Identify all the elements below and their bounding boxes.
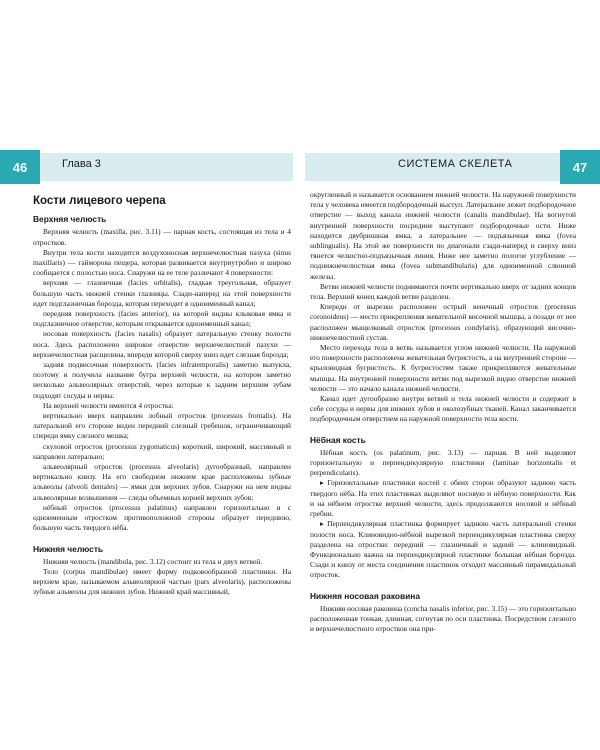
right-page-number: 47 bbox=[560, 150, 600, 184]
paragraph: Нижняя челюсть (mandibula, рис. 3.12) состоит из тела и двух ветвей. bbox=[43, 556, 263, 566]
paragraph: На верхней челюсти имеются 4 отростка: bbox=[43, 400, 174, 410]
paragraph: Ветви нижней челюсти поднимаются почти вертикально вверх от задних концов тела. Верхний конец каждой ветви разделен. bbox=[310, 281, 576, 302]
right-column bbox=[310, 190, 576, 634]
paragraph: Кпереди от вырезки расположен острый венечный отросток (processus coronoideus) — место прикрепления жевательной височной мышцы, а позади от нее расположен мыщелковый отросток (processus condylaris), образующий височно-нижнечелюстной сустав. bbox=[310, 302, 576, 342]
subheading-mandible: Нижняя челюсть bbox=[33, 543, 104, 554]
chapter-label: Глава 3 bbox=[62, 158, 101, 170]
paragraph: задняя подвисочная поверхность (facies infratemporalis) заметно выпукла, поэтому и получила название бугра верхней челюсти, на котором заметно несколько альвеолярных отверстий, через которые к задним верхним зубам подходят сосуды и нервы. bbox=[33, 360, 291, 400]
paragraph: Нижняя носовая раковина (concha nasalis inferior, рис. 3.15) — это горизонтально расположенная тонкая, длинная, согнутая по оси пластинка. Посредством слезного и верхнечелюстного отростков она при- bbox=[310, 603, 576, 634]
left-column bbox=[33, 190, 291, 598]
subheading-maxilla: Верхняя челюсть bbox=[33, 214, 107, 225]
subheading-inferior-concha: Нижняя носовая раковина bbox=[310, 590, 421, 601]
paragraph: альвеолярный отросток (processus alveolaris) дугообразный, направлен вертикально книзу. На его свободном нижнем крае расположены зубные альвеолы (alveoli dentales) — ямки для верхних зубов. Снаружи на нем видны альвеолярные возвышения — следы объемных корней верхних зубов; bbox=[33, 462, 291, 502]
paragraph: Внутри тела кости находится воздухоносная верхнечелюстная пазуха (sinus maxillaris) — гайморова пещера, которая развивается внутриутробно и широко сообщается с полостью носа. Снаружи на ее теле различают 4 поверхности: bbox=[33, 247, 291, 278]
paragraph: Тело (corpus mandibulae) имеет форму подковообразной пластинки. На верхнем крае, называемом альвеолярной частью (pars alveolaris), расположены зубные альвеолы для нижних зубов. Нижний край массивный, bbox=[33, 566, 291, 597]
paragraph: Место перехода тела в ветвь называется углом нижней челюсти. На наружной его поверхности расположена жевательная бугристость, а на внутренней стороне — крыловидная бугристость. К бугристостям также прикрепляются жевательные мышцы. На внутренней поверхности ветви под вырезкой видно отверстие нижней челюсти — это начало канала нижней челюсти. bbox=[310, 343, 576, 393]
paragraph: вертикально вверх направлен лобный отросток (processus frontalis). На латеральной его стороне виден передний слезный гребешок, ограничивающий спереди ямку слезного мешка; bbox=[33, 411, 291, 441]
paragraph: округленный и называется основанием нижней челюсти. На наружной поверхности тела у человека имеется подбородочный выступ. Латеральнее лежит подбородочное отверстие — выход канала нижней челюсти (canalis mandibulae). На вогнутой внутренней поверхности посредине выступают подбородочные ости. Ниже находится двубрюшная ямка, а латеральнее — подъязычная ямка (fovea sublingualis). На этой же поверхности по диагонали сзади-наперед и сверху вниз тянется челюстно-подъязычная линия. Ниже нее заметно пологое углубление — поднижнечелюстная ямка (fovea submandibularis) для одноименной слюнной железы. bbox=[310, 190, 576, 281]
subheading-palatine: Нёбная кость bbox=[310, 434, 366, 445]
paragraph: Верхняя челюсть (maxilla, рис. 3.11) — парная кость, состоящая из тела и 4 отростков. bbox=[33, 227, 291, 247]
left-page-number: 46 bbox=[0, 150, 40, 184]
paragraph: нёбный отросток (processus palatinus) направлен горизонтально и с одноименным отростком противоположной стороны образует переднюю, большую часть твердого нёба. bbox=[33, 502, 291, 533]
paragraph: верхняя — глазничная (facies orbitalis), гладкая треугольная, образует большую часть нижней стенки глазницы. Сзади-наперед на этой поверхности идет подглазничная борозда, которая переходит в одноименный канал; bbox=[33, 278, 291, 308]
paragraph: Нёбная кость (os palatinum, рис. 3.13) — парная. В ней выделяют горизонтальную и перпендикулярную пластинки (laminae horizontalis et perpendicularis). bbox=[310, 447, 576, 478]
paragraph: ▸ Горизонтальные пластинки костей с обеих сторон образуют заднюю часть твердого нёба. На этих пластинках выделяют носовую и нёбную поверхности. Как и на нёбном отростке верхней челюсти, здесь продолжаются носовой и нёбный гребни. bbox=[310, 478, 576, 519]
header-band-left bbox=[0, 153, 293, 181]
page-title: Кости лицевого черепа bbox=[33, 195, 166, 207]
paragraph: скуловой отросток (processus zygomaticus) короткий, широкий, массивный и направлен латерально; bbox=[33, 441, 291, 461]
paragraph: ▸ Перпендикулярная пластинка формирует заднюю часть латеральной стенки полости носа. Клиновидно-нёбной вырезкой перпендикулярная пластинка сверху разделена на отростки: передний — глазничный и задний — клиновидный. Функционально важна на перпендикулярной пластинке большая нёбная борозда. Сзади и книзу от места соединения пластинок отходит массивный пирамидальный отросток. bbox=[310, 519, 576, 580]
paragraph: носовая поверхность (facies nasalis) образует латеральную стенку полости носа. Здесь расположено широкое отверстие верхнечелюстной пазухи — верхнечелюстная расщелина, впереди которой сверху вниз идет слезная борозда; bbox=[33, 329, 291, 359]
paragraph: Канал идет дугообразно внутри ветвей и тела нижней челюсти и содержит в себе сосуды и нервы для нижних зубов и околозубных тканей. Канал заканчивается подбородочным отверстием на наружной поверхности тела кости. bbox=[310, 394, 576, 424]
paragraph: передняя поверхность (facies anterior), на которой видны клыковая ямка и подглазничное отверстие, которым открывается одноименный канал; bbox=[33, 309, 291, 329]
section-title: СИСТЕМА СКЕЛЕТА bbox=[398, 158, 513, 170]
